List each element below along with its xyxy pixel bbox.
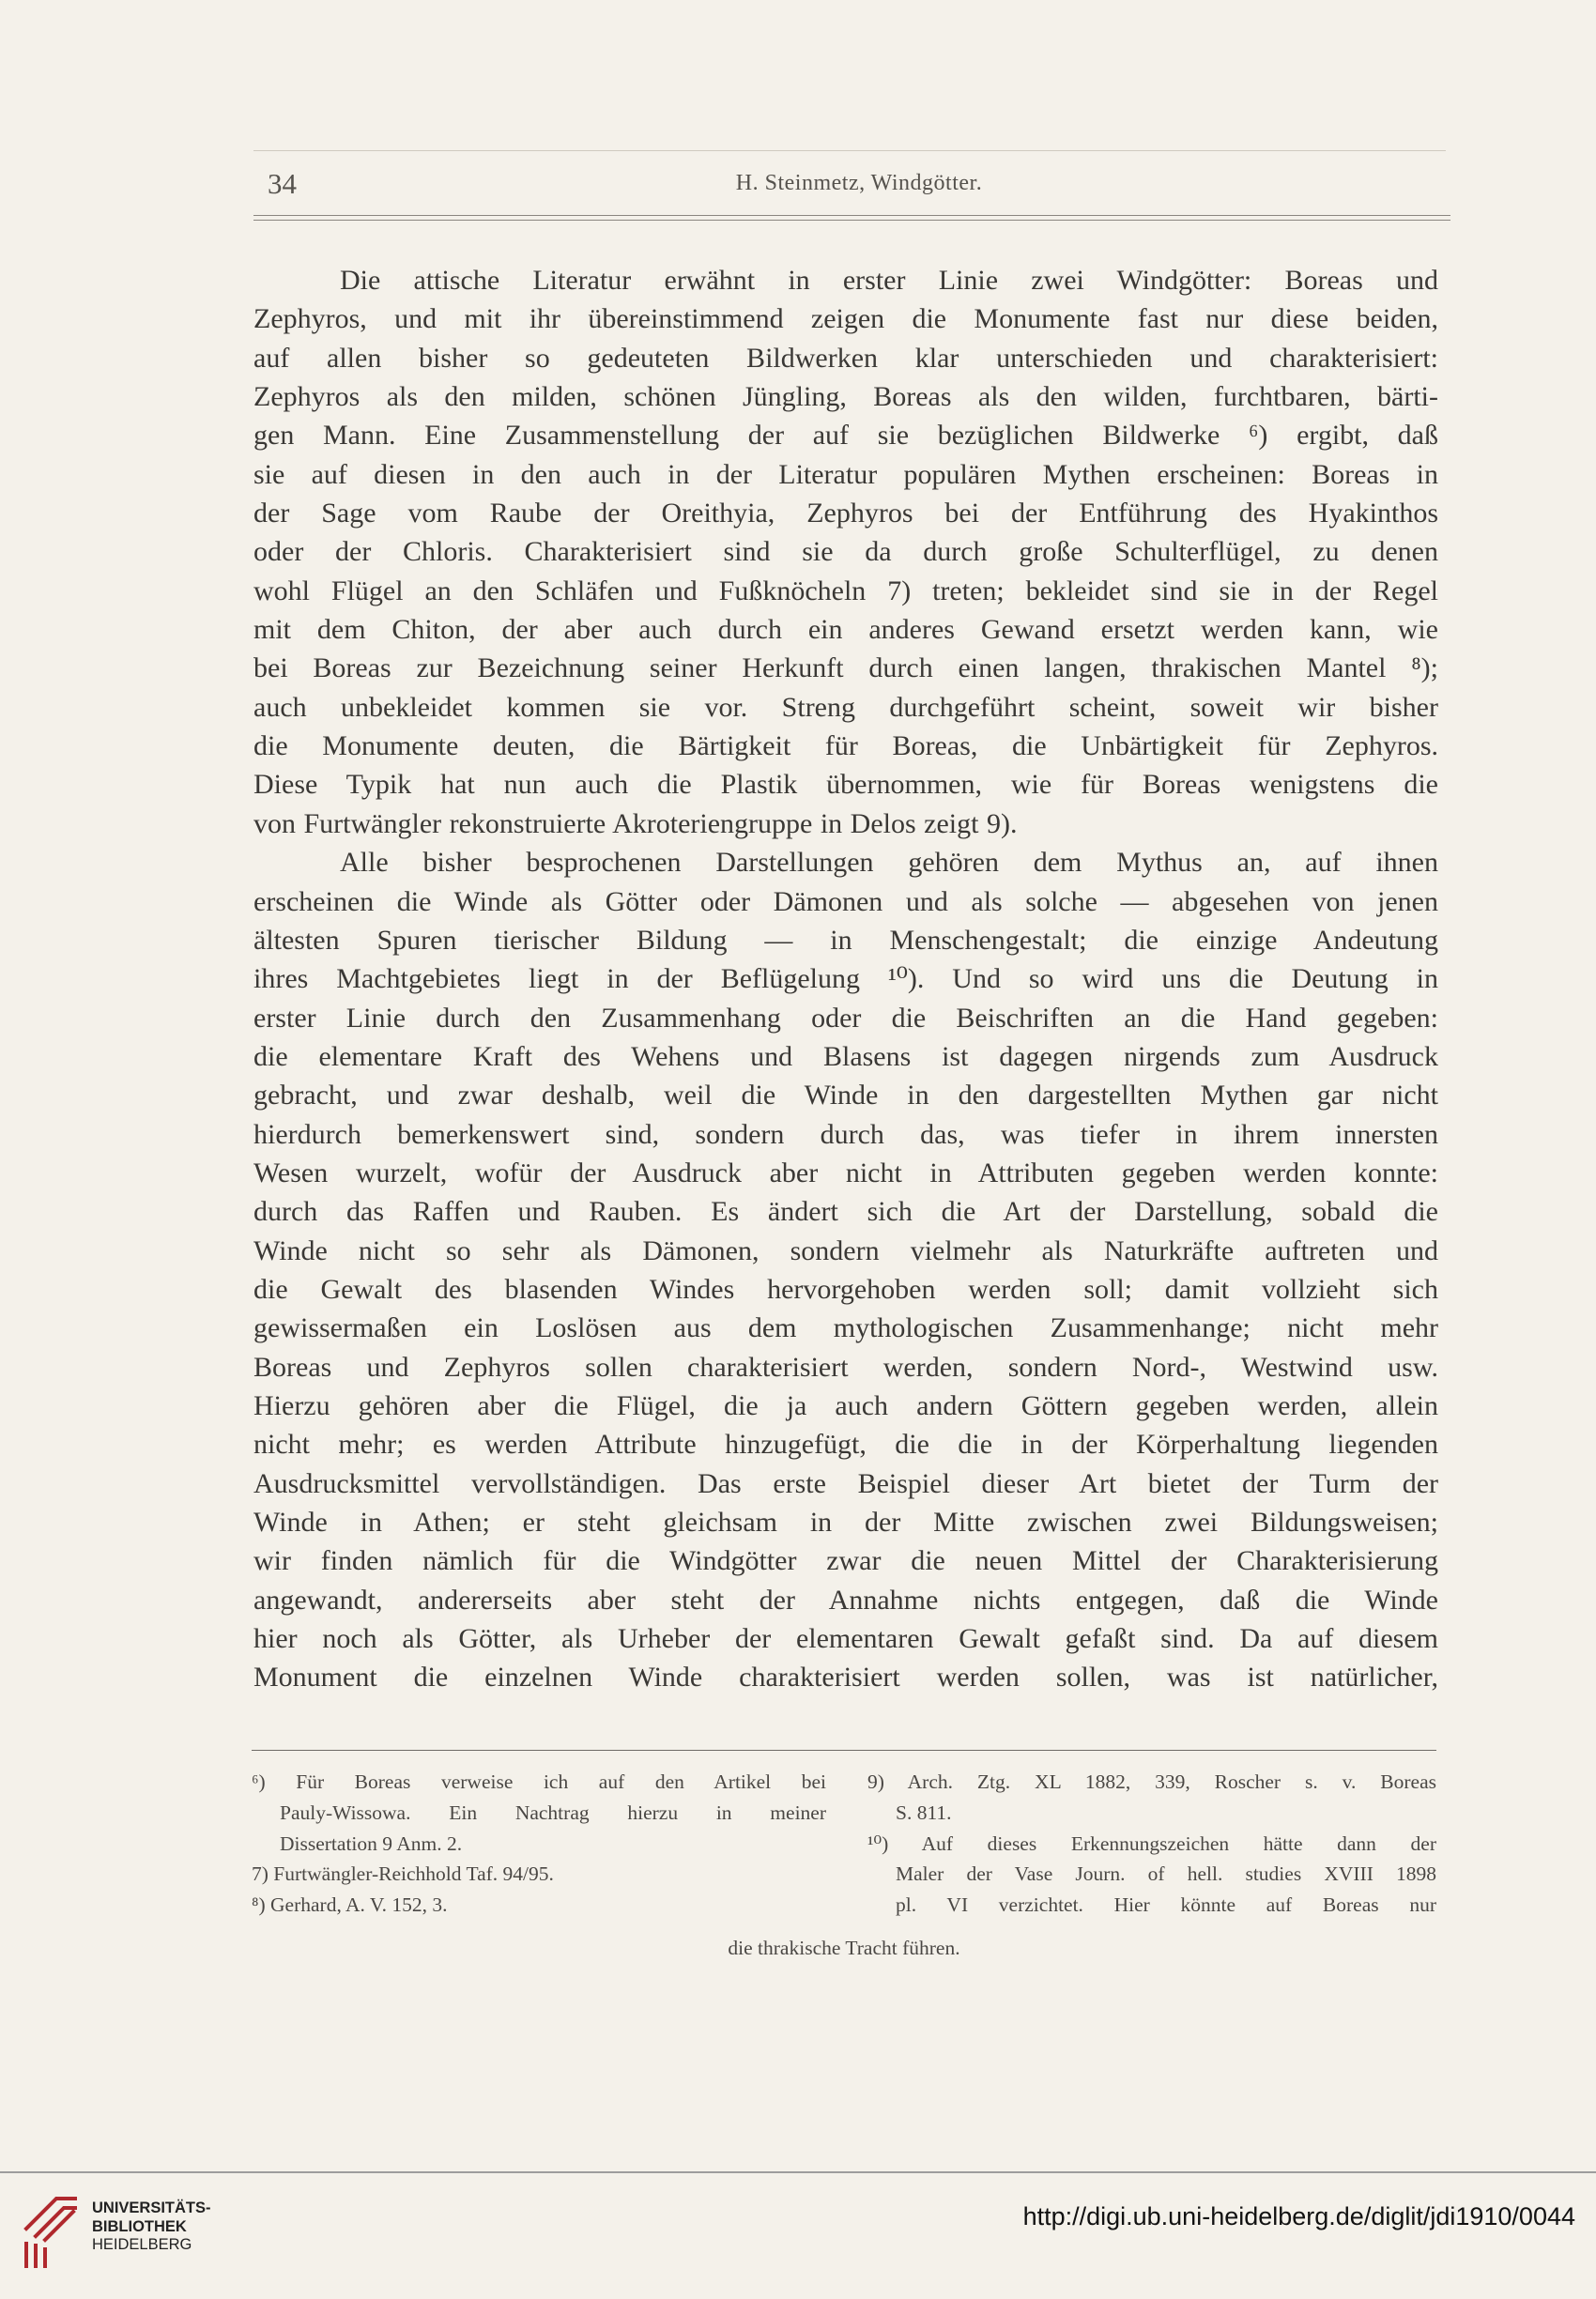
body-line: die elementare Kraft des Wehens und Blasens ist dagegen nirgends zum Ausdruck xyxy=(253,1040,1438,1072)
footnote-rule xyxy=(252,1750,1436,1751)
body-line: sie auf diesen in den auch in der Literatur populären Mythen erscheinen: Boreas in xyxy=(253,458,1438,490)
library-name-line: BIBLIOTHEK xyxy=(92,2217,187,2235)
footnote-line: pl. VI verzichtet. Hier könnte auf Boreas nur xyxy=(896,1893,1436,1917)
body-line: angewandt, andererseits aber steht der Annahme nichts entgegen, daß die Winde xyxy=(253,1584,1438,1616)
body-line: ihres Machtgebietes liegt in der Beflügelung ¹⁰). Und so wird uns die Deutung in xyxy=(253,963,1438,995)
footnotes-left-column xyxy=(252,1767,826,1921)
body-line: Diese Typik hat nun auch die Plastik übernommen, wie für Boreas wenigstens die xyxy=(253,769,1438,801)
footnote-line: S. 811. xyxy=(896,1801,952,1824)
footnote-line: 7) Furtwängler-Reichhold Taf. 94/95. xyxy=(252,1862,554,1886)
footnote-continuation: die thrakische Tracht führen. xyxy=(728,1937,960,1959)
library-name-line: UNIVERSITÄTS- xyxy=(92,2199,211,2216)
body-line: Monument die einzelnen Winde charakterisiert werden sollen, was ist natürlicher, xyxy=(253,1662,1438,1694)
body-line: oder der Chloris. Charakterisiert sind sie da durch große Schulterflügel, zu denen xyxy=(253,536,1438,568)
body-line: Zephyros als den milden, schönen Jüngling, Boreas als den wilden, furchtbaren, bärti- xyxy=(253,381,1438,413)
page-number: 34 xyxy=(268,167,297,200)
footnote-line: 9) Arch. Ztg. XL 1882, 339, Roscher s. v. Boreas xyxy=(867,1770,1436,1793)
page-header xyxy=(268,167,1450,205)
body-line: mit dem Chiton, der aber auch durch ein anderes Gewand ersetzt werden kann, wie xyxy=(253,614,1438,646)
body-line: die Gewalt des blasenden Windes hervorgehoben werden soll; damit vollzieht sich xyxy=(253,1273,1438,1305)
body-line: gen Mann. Eine Zusammenstellung der auf sie bezüglichen Bildwerke ⁶) ergibt, daß xyxy=(253,420,1438,452)
permalink-url[interactable]: http://digi.ub.uni-heidelberg.de/diglit/jdi1910/0044 xyxy=(1022,2202,1575,2230)
body-line: bei Boreas zur Bezeichnung seiner Herkunft durch einen langen, thrakischen Mantel ⁸); xyxy=(253,652,1438,684)
body-line: Wesen wurzelt, wofür der Ausdruck aber nicht in Attributen gegeben werden konnte: xyxy=(253,1157,1438,1188)
body-line: hier noch als Götter, als Urheber der elementaren Gewalt gefaßt sind. Da auf diesem xyxy=(253,1623,1438,1655)
body-line: nicht mehr; es werden Attribute hinzugefügt, die die in der Körperhaltung liegenden xyxy=(253,1429,1438,1461)
body-line: wir finden nämlich für die Windgötter zwar die neuen Mittel der Charakterisierung xyxy=(253,1545,1438,1577)
body-line: ältesten Spuren tierischer Bildung — in Menschengestalt; die einzige Andeutung xyxy=(253,924,1438,956)
footnote-line: ⁸) Gerhard, A. V. 152, 3. xyxy=(252,1893,448,1917)
body-line: Winde in Athen; er steht gleichsam in der Mitte zwischen zwei Bildungsweisen; xyxy=(253,1507,1438,1538)
library-name xyxy=(92,2199,211,2255)
footnote-line: Maler der Vase Journ. of hell. studies XVIII 1898 xyxy=(896,1862,1436,1886)
body-line: Die attische Literatur erwähnt in erster Linie zwei Windgötter: Boreas und xyxy=(340,265,1438,296)
body-line: wohl Flügel an den Schläfen und Fußknöcheln 7) treten; bekleidet sind sie in der Regel xyxy=(253,575,1438,606)
library-logo-icon xyxy=(21,2187,83,2272)
footnotes-right-column xyxy=(867,1767,1436,1921)
running-head: H. Steinmetz, Windgötter. xyxy=(735,171,983,195)
footnote-line: ¹⁰) Auf dieses Erkennungszeichen hätte dann der xyxy=(867,1832,1436,1855)
body-line: erster Linie durch den Zusammenhang oder die Beischriften an die Hand gegeben: xyxy=(253,1002,1438,1034)
footnote-line: ⁶) Für Boreas verweise ich auf den Artikel bei xyxy=(252,1770,826,1793)
body-line: Alle bisher besprochenen Darstellungen gehören dem Mythus an, auf ihnen xyxy=(340,847,1438,879)
body-line: auch unbekleidet kommen sie vor. Streng durchgeführt scheint, soweit wir bisher xyxy=(253,691,1438,723)
top-rule xyxy=(253,150,1446,151)
body-line: Zephyros, und mit ihr übereinstimmend zeigen die Monumente fast nur diese beiden, xyxy=(253,303,1438,335)
footer-rule xyxy=(0,2171,1596,2173)
body-line: Boreas und Zephyros sollen charakterisiert werden, sondern Nord-, Westwind usw. xyxy=(253,1351,1438,1383)
header-rule-lower xyxy=(253,220,1450,221)
body-line: erscheinen die Winde als Götter oder Dämonen und als solche — abgesehen von jenen xyxy=(253,885,1438,917)
body-text xyxy=(253,261,1438,1697)
body-line: auf allen bisher so gedeuteten Bildwerken klar unterschieden und charakterisiert: xyxy=(253,342,1438,374)
body-line: Hierzu gehören aber die Flügel, die ja auch andern Göttern gegeben werden, allein xyxy=(253,1389,1438,1421)
body-line: hierdurch bemerkenswert sind, sondern durch das, was tiefer in ihrem innersten xyxy=(253,1118,1438,1150)
body-line: durch das Raffen und Rauben. Es ändert sich die Art der Darstellung, sobald die xyxy=(253,1196,1438,1228)
body-line: der Sage vom Raube der Oreithyia, Zephyros bei der Entführung des Hyakinthos xyxy=(253,498,1438,529)
footnote-line: Dissertation 9 Anm. 2. xyxy=(280,1832,463,1855)
header-rule-upper xyxy=(253,215,1450,216)
body-line: die Monumente deuten, die Bärtigkeit für Boreas, die Unbärtigkeit für Zephyros. xyxy=(253,730,1438,762)
footnote-line: Pauly-Wissowa. Ein Nachtrag hierzu in meiner xyxy=(280,1801,826,1824)
library-name-line: HEIDELBERG xyxy=(92,2236,192,2253)
body-line: gewissermaßen ein Loslösen aus dem mythologischen Zusammenhange; nicht mehr xyxy=(253,1312,1438,1344)
body-line: Ausdrucksmittel vervollständigen. Das erste Beispiel dieser Art bietet der Turm der xyxy=(253,1467,1438,1499)
body-line: von Furtwängler rekonstruierte Akroteriengruppe in Delos zeigt 9). xyxy=(253,807,1018,839)
body-line: gebracht, und zwar deshalb, weil die Winde in den dargestellten Mythen gar nicht xyxy=(253,1080,1438,1111)
body-line: Winde nicht so sehr als Dämonen, sondern vielmehr als Naturkräfte auftreten und xyxy=(253,1234,1438,1266)
